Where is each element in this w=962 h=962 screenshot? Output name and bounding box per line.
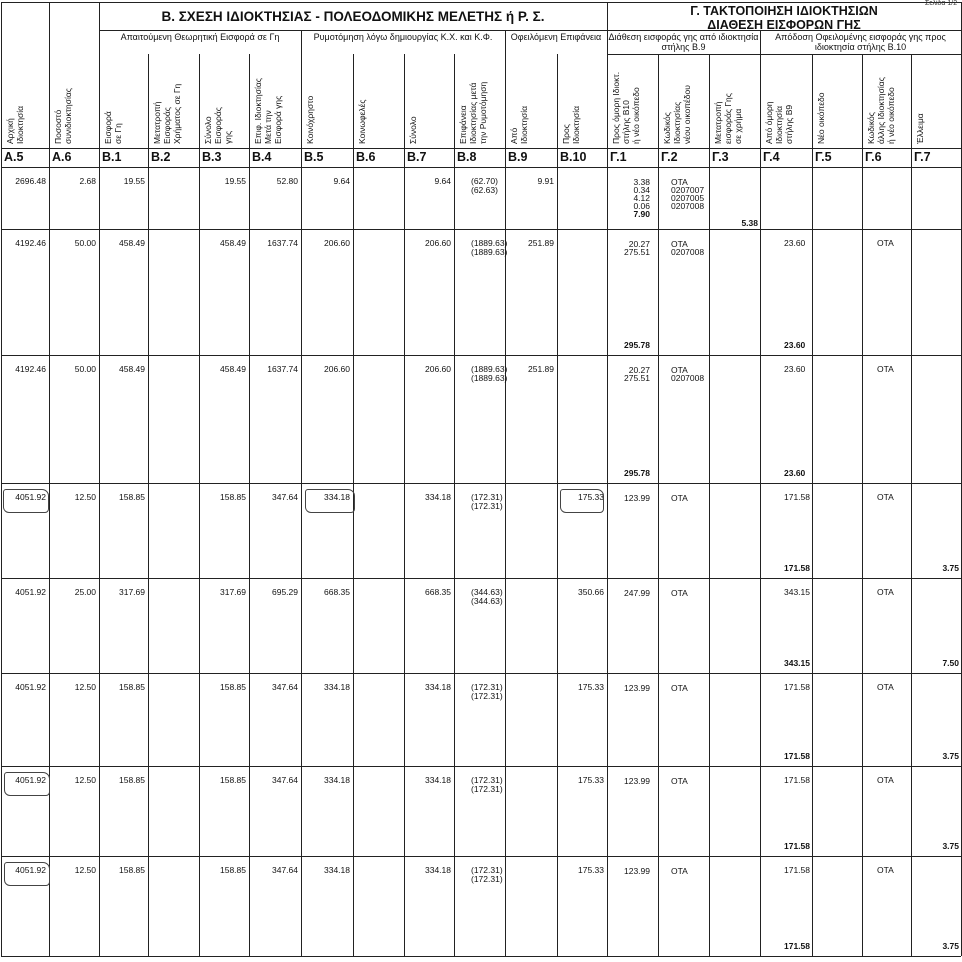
- page-note: Σελίδα 1/2: [925, 0, 958, 7]
- cell-b8: (172.31): [471, 784, 503, 794]
- cell-g4-total: 23.60: [784, 468, 806, 478]
- column-code-b-5: B.5: [304, 150, 324, 164]
- column-code-b-1: B.1: [102, 150, 122, 164]
- cell-b8: (1889.63): [471, 373, 508, 383]
- cell-g2: 0207008: [671, 247, 705, 257]
- cell-b7: 334.18: [425, 682, 451, 692]
- cell-b4: 347.64: [272, 775, 298, 785]
- cell-g4: 171.58: [784, 775, 810, 785]
- cell-b7: 334.18: [425, 775, 451, 785]
- cell-g2: OTA: [671, 588, 688, 598]
- cell-g2: OTA: [671, 365, 688, 375]
- cell-g6: OTA: [877, 775, 894, 785]
- column-label-b-7: Σύνολο: [408, 116, 418, 144]
- column-label-γ-3: Μετατροπή εισφοράς Γης σε χρήμα: [713, 93, 743, 144]
- cell-a6: 12.50: [74, 682, 96, 692]
- cell-g1: 275.51: [624, 373, 650, 383]
- cell-b5: 334.18: [324, 775, 350, 785]
- cell-g4-total: 171.58: [784, 751, 810, 761]
- grid-line: [249, 54, 250, 956]
- hand-circle-mark: [4, 772, 50, 796]
- grid-line: [709, 54, 710, 956]
- column-label-γ-7: Έλλειμα: [915, 113, 925, 144]
- column-code-b-3: B.3: [202, 150, 222, 164]
- cell-g2: OTA: [671, 683, 688, 693]
- cell-b3: 458.49: [220, 364, 246, 374]
- grid-line: [1, 578, 961, 579]
- cell-b7: 668.35: [425, 587, 451, 597]
- grid-line: [862, 54, 863, 956]
- cell-a6: 12.50: [74, 492, 96, 502]
- cell-g4-total: 171.58: [784, 941, 810, 951]
- column-code-b-9: B.9: [508, 150, 528, 164]
- column-label-b-4: Επιφ. Ιδιοκτησίας Μετά την Εισφορά γης: [253, 78, 283, 144]
- cell-b8: (62.70): [471, 176, 498, 186]
- cell-b4: 347.64: [272, 865, 298, 875]
- column-code-γ-4: Γ.4: [763, 150, 780, 164]
- grid-line: [49, 2, 50, 956]
- cell-a6: 50.00: [74, 238, 96, 248]
- group-owed: Οφειλόμενη Επιφάνεια: [510, 32, 602, 42]
- column-code-γ-5: Γ.5: [815, 150, 832, 164]
- cell-g2: OTA: [671, 239, 688, 249]
- grid-line: [148, 54, 149, 956]
- cell-b4: 347.64: [272, 682, 298, 692]
- column-label-b-6: Κοινωφελές: [357, 99, 367, 144]
- column-label-γ-1: Προς όμορη Ιδιοκτ. στήλης Β10 ή νέο οικόπεδο: [611, 71, 641, 144]
- grid-line: [99, 2, 100, 956]
- grid-line: [1, 355, 961, 356]
- cell-g2: 0207007: [671, 185, 705, 195]
- hand-circle-mark: [305, 489, 355, 513]
- group-contribution: Απαιτούμενη Θεωρητική Εισφορά σε Γη: [120, 32, 280, 42]
- section-g-title-2: ΔΙΑΘΕΣΗ ΕΙΣΦΟΡΩΝ ΓΗΣ: [707, 18, 861, 32]
- cell-b8: (172.31): [471, 865, 503, 875]
- cell-a5: 4192.46: [15, 238, 46, 248]
- cell-g1: 0.06: [633, 201, 650, 211]
- grid-line: [199, 54, 200, 956]
- cell-b4: 347.64: [272, 492, 298, 502]
- cell-g6: OTA: [877, 238, 894, 248]
- cell-a5: 4051.92: [15, 492, 46, 502]
- hand-circle-mark: [4, 862, 50, 886]
- cell-b8: (172.31): [471, 691, 503, 701]
- grid-line: [1, 148, 961, 149]
- cell-g2: OTA: [671, 493, 688, 503]
- grid-line: [607, 2, 608, 956]
- cell-g1: 4.12: [633, 193, 650, 203]
- cell-g4: 171.58: [784, 865, 810, 875]
- cell-g7: 7.50: [942, 658, 959, 668]
- cell-b7: 334.18: [425, 492, 451, 502]
- cell-b8: (172.31): [471, 682, 503, 692]
- cell-g4-total: 343.15: [784, 658, 810, 668]
- cell-b4: 1637.74: [267, 364, 298, 374]
- cell-g6: OTA: [877, 587, 894, 597]
- cell-b1: 158.85: [119, 865, 145, 875]
- cell-g7: 3.75: [942, 841, 959, 851]
- cell-g2: OTA: [671, 776, 688, 786]
- cell-b9: 9.91: [537, 176, 554, 186]
- grid-line: [1, 483, 961, 484]
- cell-g4: 171.58: [784, 682, 810, 692]
- cell-g2: 0207008: [671, 373, 705, 383]
- cell-b10: 175.33: [578, 682, 604, 692]
- column-code-b-2: B.2: [151, 150, 171, 164]
- cell-a5: 2696.48: [15, 176, 46, 186]
- column-label-b-1: Εισφορά σε Γη: [103, 111, 123, 144]
- column-code-b-7: B.7: [407, 150, 427, 164]
- cell-b8: (1889.63): [471, 247, 508, 257]
- grid-line: [1, 766, 961, 767]
- cell-b1: 19.55: [123, 176, 145, 186]
- grid-line: [1, 956, 961, 957]
- grid-line: [505, 30, 506, 956]
- column-code-γ-1: Γ.1: [610, 150, 627, 164]
- cell-g6: OTA: [877, 682, 894, 692]
- cell-g6: OTA: [877, 364, 894, 374]
- group-return: Απόδοση Οφειλομένης εισφοράς γης προς ιδιοκτησία στήλης Β.10: [775, 32, 946, 52]
- cell-g4-total: 171.58: [784, 841, 810, 851]
- cell-b4: 52.80: [276, 176, 298, 186]
- cell-b8: (172.31): [471, 874, 503, 884]
- cell-g1: 20.27: [628, 239, 650, 249]
- cell-g3: 5.38: [741, 218, 758, 228]
- cell-g1: 123.99: [624, 776, 650, 786]
- cell-g1: 7.90: [633, 209, 650, 219]
- column-label-γ-2: Κωδικός Ιδιοκτησίας νέου οικοπέδου: [662, 85, 692, 144]
- cell-b9: 251.89: [528, 238, 554, 248]
- cell-g4: 23.60: [784, 238, 806, 248]
- cell-g2: OTA: [671, 866, 688, 876]
- column-code-a-5: A.5: [4, 150, 24, 164]
- column-label-b-8: Επιφάνεια Ιδιοκτησίας μετά την Ρυμοτόμηση: [458, 81, 488, 144]
- column-label-b-3: Σύνολο Εισφοράς γης: [203, 107, 233, 144]
- group-disposal: Διάθεση εισφοράς γης από ιδιοκτησία στήλης Β.9: [608, 32, 759, 52]
- cell-b1: 158.85: [119, 492, 145, 502]
- cell-a5: 4192.46: [15, 364, 46, 374]
- cell-b1: 458.49: [119, 364, 145, 374]
- group-regulation: Ρυμοτόμηση λόγω δημιουργίας Κ.Χ. και Κ.Φ.: [313, 32, 493, 42]
- column-label-a-5: Αρχική Ιδιοκτησία: [5, 105, 25, 144]
- cell-b3: 158.85: [220, 865, 246, 875]
- column-code-a-6: A.6: [52, 150, 72, 164]
- cell-b8: (344.63): [471, 596, 503, 606]
- cell-b3: 158.85: [220, 682, 246, 692]
- cell-g4: 23.60: [784, 364, 806, 374]
- column-label-b-2: Μετατροπή Εισφοράς Χρήματος σε Γη: [152, 83, 182, 144]
- cell-g4: 343.15: [784, 587, 810, 597]
- column-label-γ-5: Νέο οικόπεδο: [816, 92, 826, 144]
- cell-g1-total: 295.78: [624, 468, 650, 478]
- cell-b4: 695.29: [272, 587, 298, 597]
- cell-b3: 458.49: [220, 238, 246, 248]
- cell-g4-total: 171.58: [784, 563, 810, 573]
- cell-b5: 206.60: [324, 238, 350, 248]
- column-code-b-10: B.10: [560, 150, 587, 164]
- section-g-title-1: Γ. ΤΑΚΤΟΠΟΙΗΣΗ ΙΔΙΟΚΤΗΣΙΩΝ: [690, 4, 878, 18]
- grid-line: [1, 2, 2, 956]
- column-code-γ-2: Γ.2: [661, 150, 678, 164]
- grid-line: [658, 54, 659, 956]
- cell-b1: 158.85: [119, 775, 145, 785]
- cell-b10: 350.66: [578, 587, 604, 597]
- grid-line: [1, 856, 961, 857]
- cell-b4: 1637.74: [267, 238, 298, 248]
- column-label-b-10: Προς Ιδιοκτησία: [561, 105, 581, 144]
- column-label-γ-4: Από όμορη Ιδιοκτησία στήλης Β9: [764, 101, 794, 144]
- grid-line: [911, 54, 912, 956]
- cell-b3: 158.85: [220, 775, 246, 785]
- cell-b7: 206.60: [425, 238, 451, 248]
- cell-b5: 206.60: [324, 364, 350, 374]
- grid-line: [454, 54, 455, 956]
- cell-b7: 9.64: [434, 176, 451, 186]
- cell-b8: (1889.63): [471, 364, 508, 374]
- cell-b9: 251.89: [528, 364, 554, 374]
- cell-b3: 317.69: [220, 587, 246, 597]
- grid-line: [404, 54, 405, 956]
- cell-g1: 0.34: [633, 185, 650, 195]
- grid-line: [760, 30, 761, 956]
- cell-b1: 458.49: [119, 238, 145, 248]
- cell-a6: 2.68: [79, 176, 96, 186]
- cell-g1: 3.38: [633, 177, 650, 187]
- cell-a5: 4051.92: [15, 587, 46, 597]
- column-label-b-5: Κοινόχρηστο: [305, 95, 315, 144]
- cell-a5: 4051.92: [15, 865, 46, 875]
- cell-g6: OTA: [877, 865, 894, 875]
- cell-a5: 4051.92: [15, 682, 46, 692]
- cell-a6: 12.50: [74, 775, 96, 785]
- cell-g2: OTA: [671, 177, 688, 187]
- cell-b7: 206.60: [425, 364, 451, 374]
- cell-b5: 668.35: [324, 587, 350, 597]
- cell-b3: 158.85: [220, 492, 246, 502]
- column-label-a-6: Ποσοστό συνιδιοκτησίας: [53, 88, 73, 144]
- cell-b10: 175.33: [578, 865, 604, 875]
- cell-b1: 158.85: [119, 682, 145, 692]
- cell-b8: (172.31): [471, 501, 503, 511]
- grid-line: [99, 30, 607, 31]
- column-code-b-4: B.4: [252, 150, 272, 164]
- cell-g1: 123.99: [624, 493, 650, 503]
- cell-b7: 334.18: [425, 865, 451, 875]
- grid-line: [1, 167, 961, 168]
- column-code-b-8: B.8: [457, 150, 477, 164]
- hand-circle-mark: [560, 489, 604, 513]
- grid-line: [812, 54, 813, 956]
- cell-g7: 3.75: [942, 751, 959, 761]
- column-code-γ-3: Γ.3: [712, 150, 729, 164]
- cell-b1: 317.69: [119, 587, 145, 597]
- column-code-b-6: B.6: [356, 150, 376, 164]
- cell-b8: (62.63): [471, 185, 498, 195]
- cell-g1: 275.51: [624, 247, 650, 257]
- column-code-γ-7: Γ.7: [914, 150, 931, 164]
- cell-a6: 12.50: [74, 865, 96, 875]
- cell-b5: 334.18: [324, 682, 350, 692]
- cell-b10: 175.33: [578, 775, 604, 785]
- column-label-b-9: Από Ιδιοκτησία: [509, 105, 529, 144]
- cell-b5: 334.18: [324, 865, 350, 875]
- section-b-title: Β. ΣΧΕΣΗ ΙΔΙΟΚΤΗΣΙΑΣ - ΠΟΛΕΟΔΟΜΙΚΗΣ ΜΕΛΕΤΗΣ ή Ρ. Σ.: [161, 9, 545, 24]
- column-code-γ-6: Γ.6: [865, 150, 882, 164]
- cell-b10: 175.33: [578, 492, 604, 502]
- cell-g7: 3.75: [942, 563, 959, 573]
- cell-g2: 0207005: [671, 193, 705, 203]
- column-label-γ-6: Κωδικός άλλης Ιδιοκτησίας ή νέο οικόπεδο: [866, 77, 896, 144]
- cell-b8: (172.31): [471, 492, 503, 502]
- cell-b3: 19.55: [224, 176, 246, 186]
- cell-b5: 9.64: [333, 176, 350, 186]
- grid-line: [1, 673, 961, 674]
- cell-b8: (172.31): [471, 775, 503, 785]
- cell-g1: 123.99: [624, 683, 650, 693]
- cell-g1: 123.99: [624, 866, 650, 876]
- grid-line: [1, 2, 961, 3]
- cell-g4: 171.58: [784, 492, 810, 502]
- cell-g1-total: 295.78: [624, 340, 650, 350]
- grid-line: [607, 54, 961, 55]
- cell-g2: 0207008: [671, 201, 705, 211]
- cell-g1: 20.27: [628, 365, 650, 375]
- grid-line: [557, 54, 558, 956]
- cell-g4-total: 23.60: [784, 340, 806, 350]
- cell-a6: 25.00: [74, 587, 96, 597]
- grid-line: [1, 229, 961, 230]
- cell-a5: 4051.92: [15, 775, 46, 785]
- cell-b8: (344.63): [471, 587, 503, 597]
- cell-g7: 3.75: [942, 941, 959, 951]
- hand-circle-mark: [3, 489, 49, 513]
- cell-b5: 334.18: [324, 492, 350, 502]
- cell-g1: 247.99: [624, 588, 650, 598]
- cell-a6: 50.00: [74, 364, 96, 374]
- cell-g6: OTA: [877, 492, 894, 502]
- cell-b8: (1889.63): [471, 238, 508, 248]
